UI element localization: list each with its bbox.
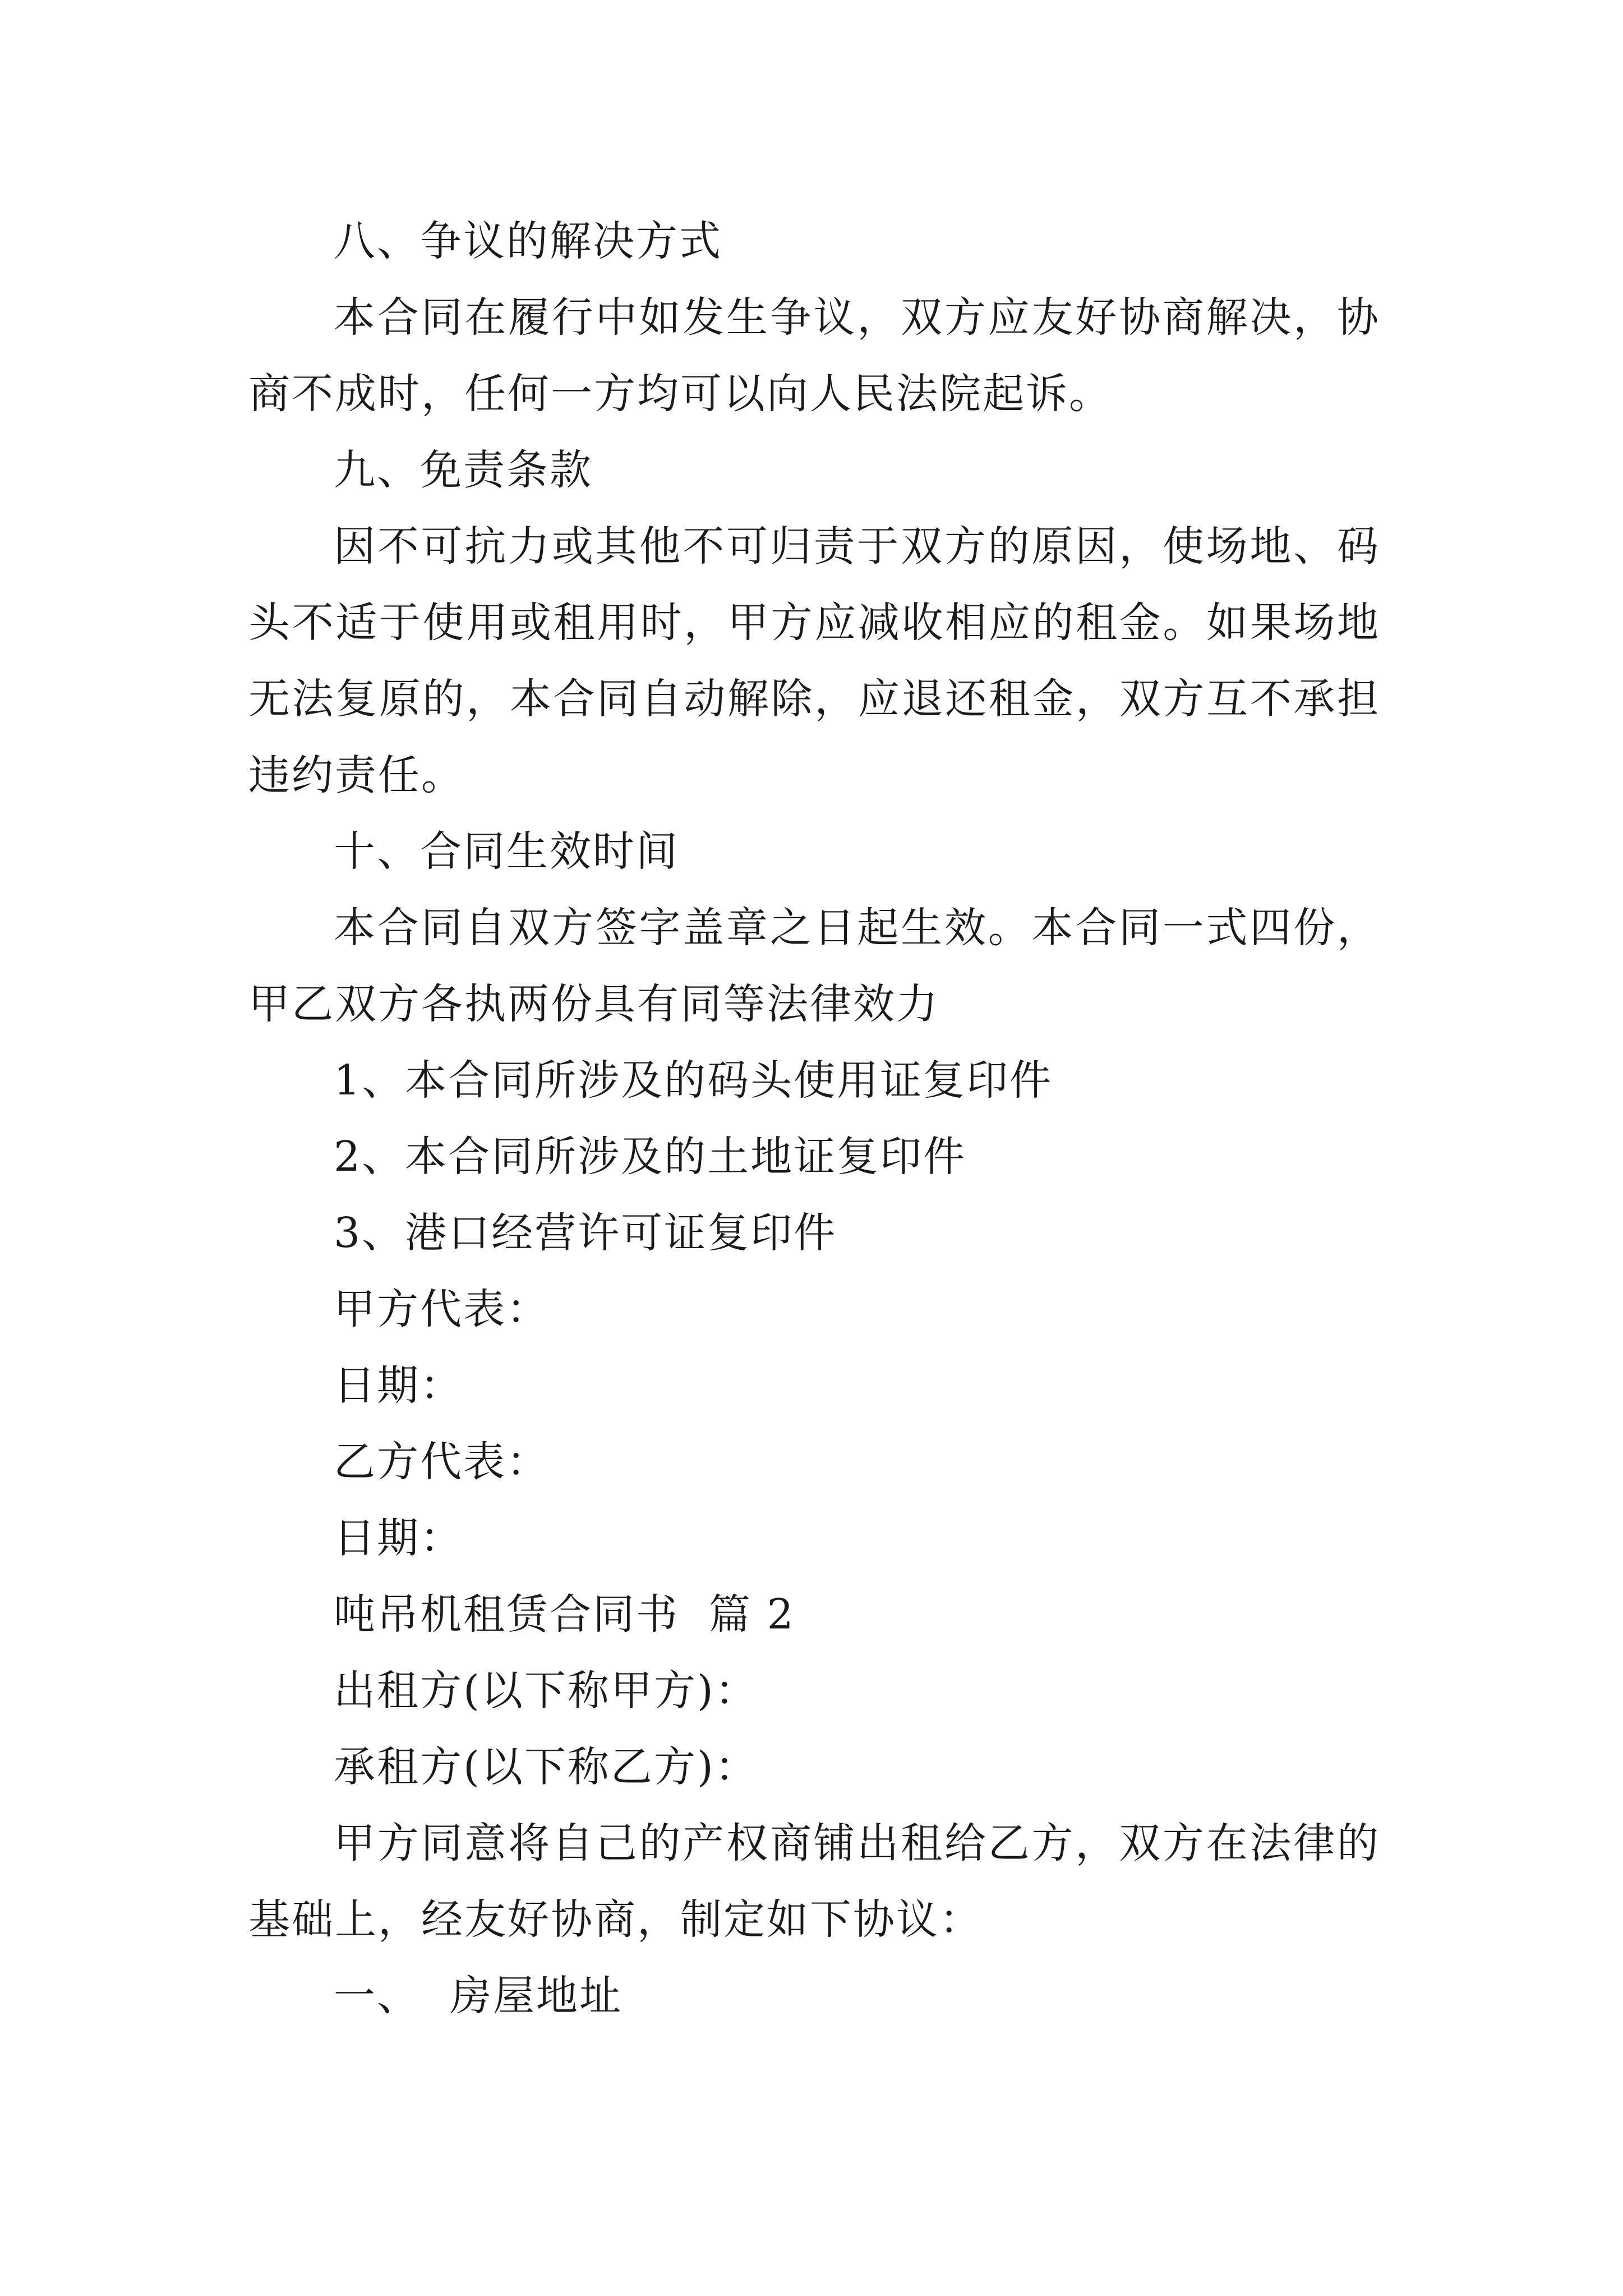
party-a-date: 日期： bbox=[334, 1361, 463, 1410]
section-10-body: 本合同自双方签字盖章之日起生效。本合同一式四份，甲乙双方各执两份具有同等法律效力 bbox=[248, 904, 1380, 1028]
part-2-section-1-heading: 一、 房屋地址 bbox=[334, 1972, 623, 2020]
party-b-representative: 乙方代表： bbox=[334, 1438, 550, 1486]
party-b-date: 日期： bbox=[334, 1514, 463, 1562]
section-9-body: 因不可抗力或其他不可归责于双方的原因，使场地、码头不适于使用或租用时，甲方应减收相应的租金。如果场地无法复原的，本合同自动解除，应退还租金，双方互不承担违约责任。 bbox=[248, 522, 1380, 799]
attachment-item: 3、港口经营许可证复印件 bbox=[334, 1209, 837, 1257]
attachment-item: 2、本合同所涉及的土地证复印件 bbox=[334, 1133, 967, 1181]
part-2-title: 吨吊机租赁合同书 篇 2 bbox=[334, 1590, 795, 1639]
section-9-heading: 九、免责条款 bbox=[334, 446, 593, 494]
section-10-heading: 十、合同生效时间 bbox=[334, 827, 679, 876]
party-a-representative: 甲方代表： bbox=[334, 1285, 550, 1333]
lessee-line: 承租方(以下称乙方)： bbox=[334, 1743, 758, 1791]
section-8-body: 本合同在履行中如发生争议，双方应友好协商解决，协商不成时，任何一方均可以向人民法院起诉。 bbox=[248, 293, 1380, 418]
section-8-heading: 八、争议的解决方式 bbox=[334, 217, 722, 265]
part-2-intro: 甲方同意将自己的产权商铺出租给乙方，双方在法律的基础上，经友好协商，制定如下协议： bbox=[248, 1819, 1380, 1944]
attachment-item: 1、本合同所涉及的码头使用证复印件 bbox=[334, 1056, 1053, 1105]
lessor-line: 出租方(以下称甲方)： bbox=[334, 1667, 758, 1715]
document-body bbox=[248, 203, 1380, 2034]
